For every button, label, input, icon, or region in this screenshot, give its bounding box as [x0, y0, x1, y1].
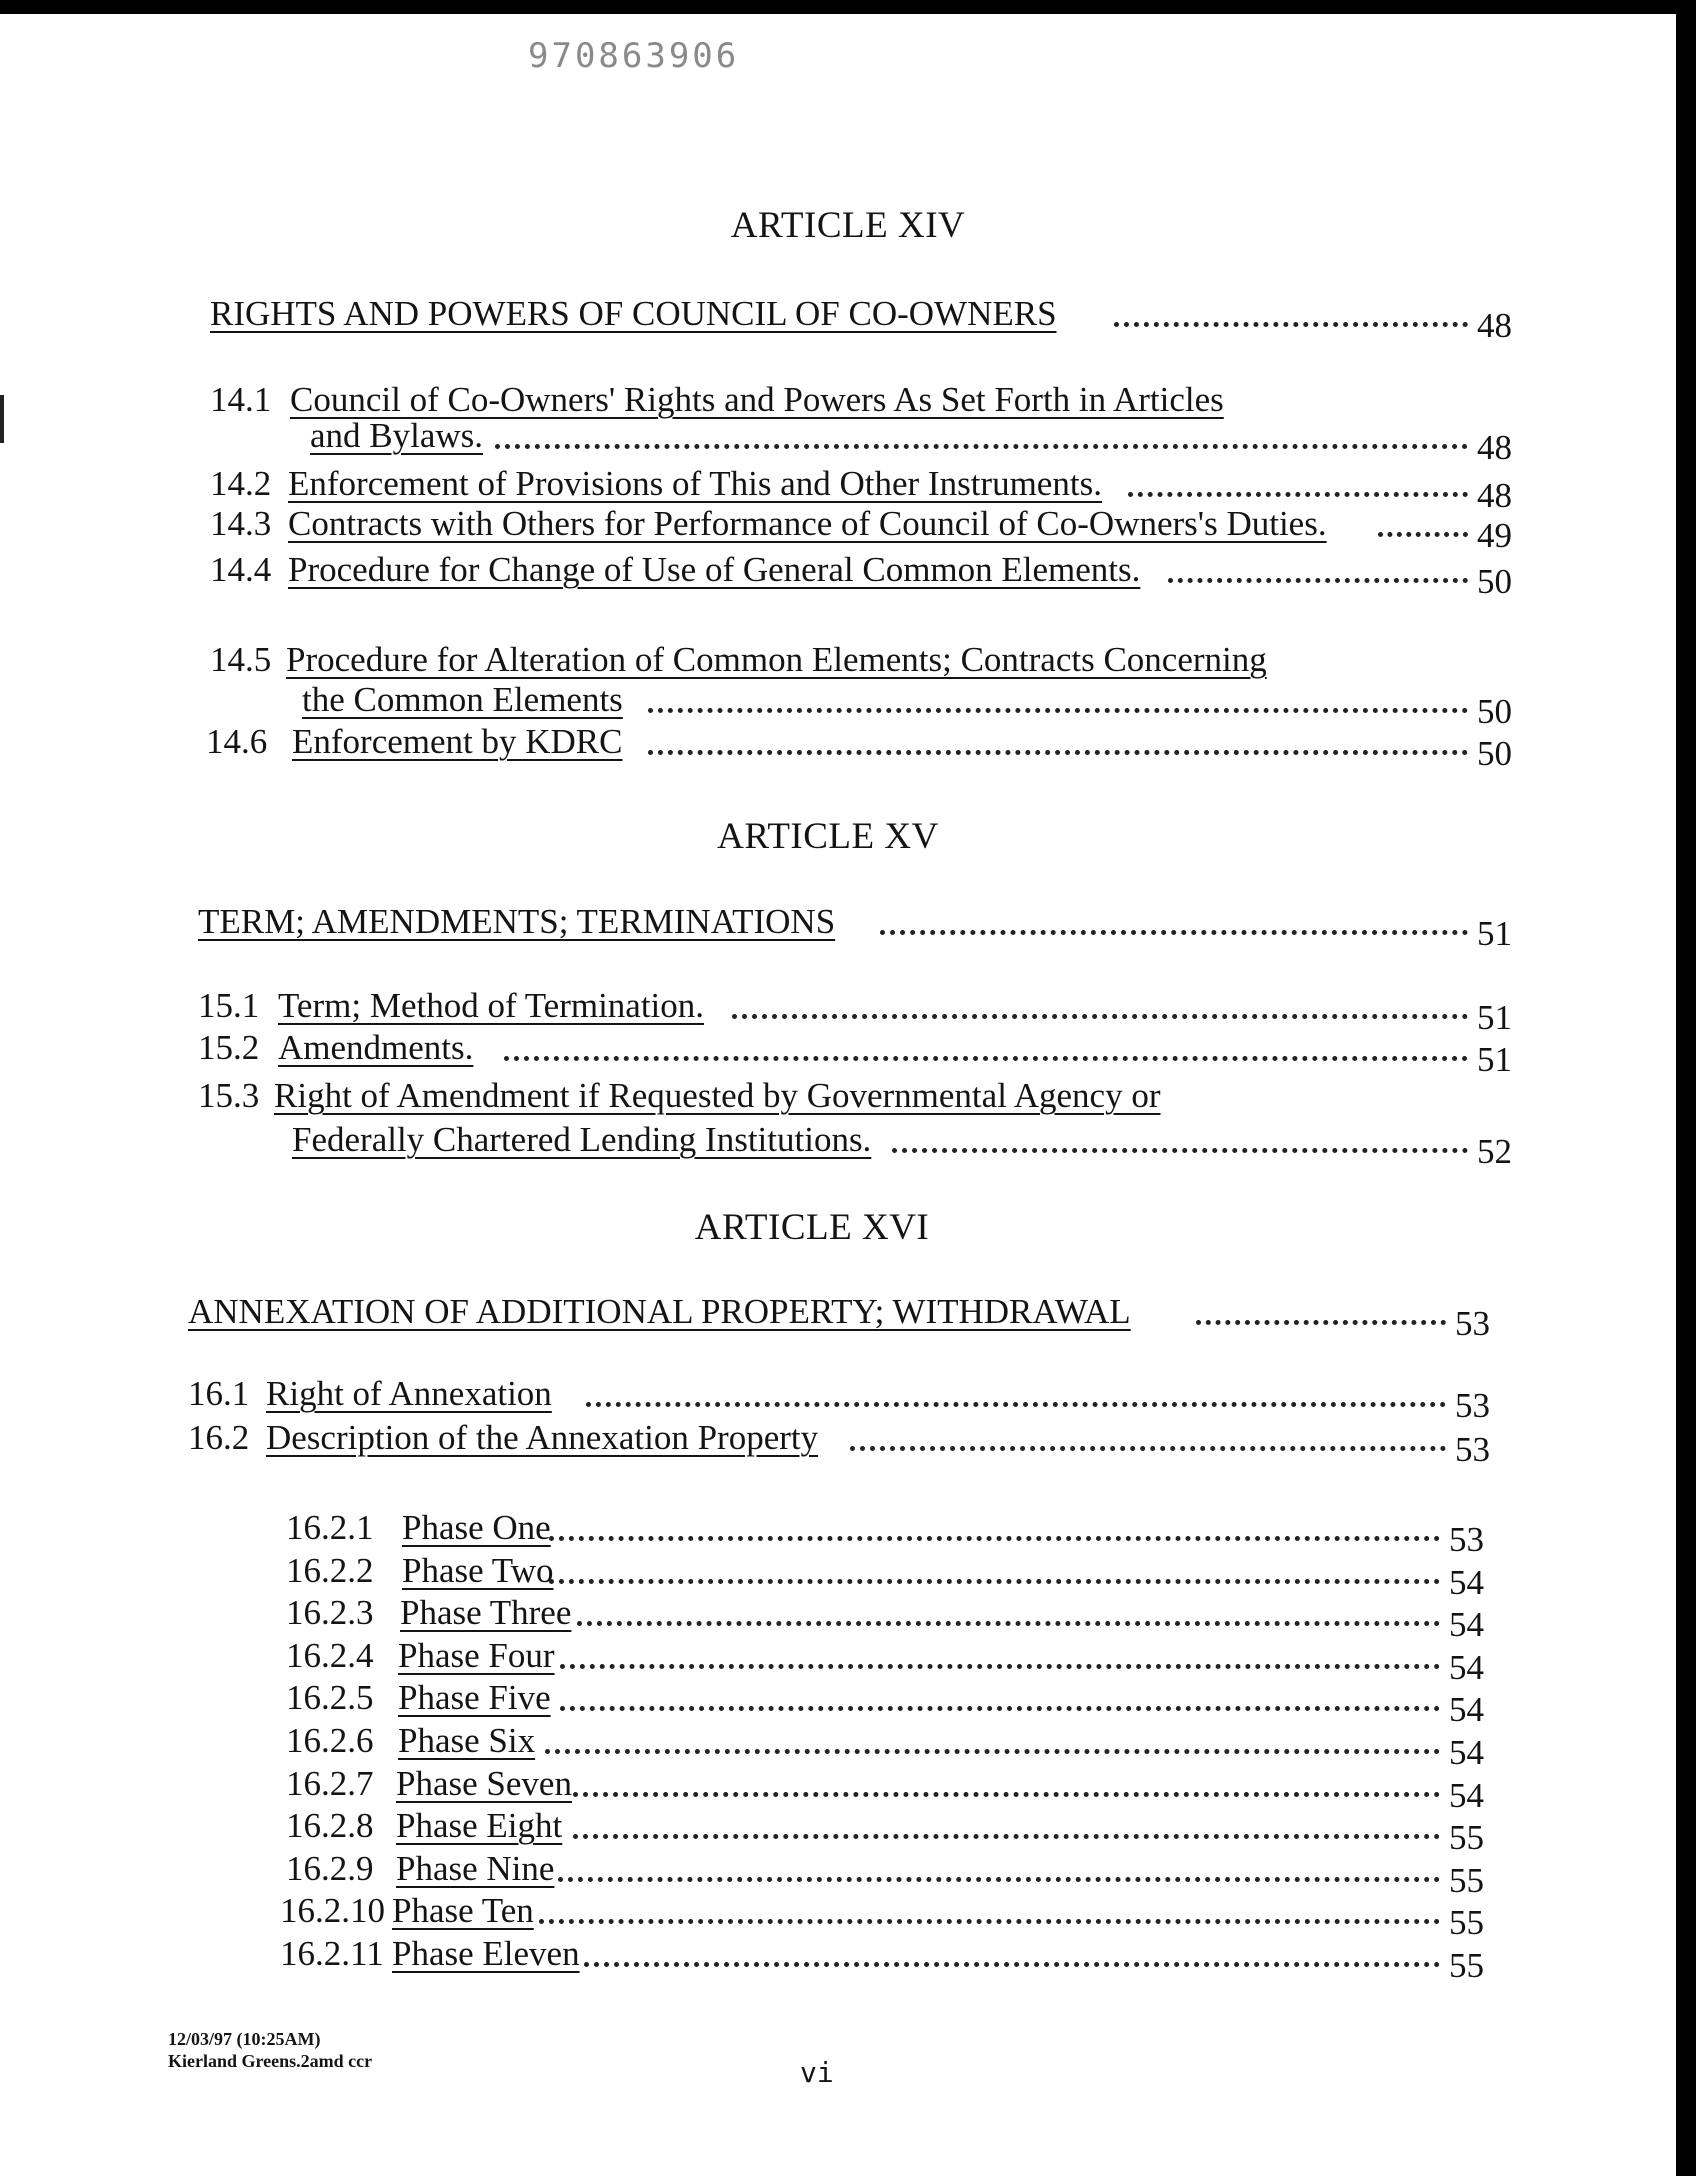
entry-title: Council of Co-Owners' Rights and Powers As Set Forth in Articles	[290, 380, 1224, 419]
footer-filename: Kierland Greens.2amd ccr	[168, 2051, 373, 2071]
page-number: 51	[1477, 1040, 1512, 1079]
scan-top-edge	[0, 0, 1696, 14]
entry-number: 14.5	[210, 640, 272, 679]
dot-leader	[549, 1565, 1440, 1584]
entry-title: Enforcement of Provisions of This and Other Instruments.	[288, 464, 1102, 503]
page-number: 53	[1455, 1430, 1490, 1469]
entry-title: Phase Six	[398, 1721, 536, 1760]
entry-title: Phase Seven	[396, 1764, 572, 1803]
dot-leader	[539, 1905, 1440, 1924]
entry-number: 16.2.3	[286, 1593, 374, 1632]
document-stamp-number: 970863906	[528, 36, 740, 76]
dot-leader	[577, 1607, 1440, 1626]
page-number: 55	[1449, 1903, 1484, 1942]
page-number: 53	[1449, 1520, 1484, 1559]
page-number: 50	[1477, 734, 1512, 773]
toc-entry-14-4	[0, 548, 1696, 601]
footer-date: 12/03/97 (10:25AM)	[168, 2029, 321, 2049]
dot-leader	[880, 916, 1468, 935]
page-number: 54	[1449, 1605, 1484, 1644]
toc-entry-15-1	[0, 984, 1696, 1037]
entry-number: 14.2	[210, 464, 272, 503]
entry-title: Phase Nine	[396, 1849, 555, 1888]
toc-entry-14-5	[0, 638, 1696, 682]
dot-leader	[648, 694, 1468, 713]
entry-number: 14.3	[210, 504, 272, 543]
entry-number: 14.6	[206, 722, 268, 761]
entry-number: 16.2.2	[286, 1551, 374, 1590]
dot-leader	[732, 1000, 1468, 1019]
page-number: 50	[1477, 562, 1512, 601]
entry-title: Phase One	[402, 1508, 551, 1547]
dot-leader	[504, 1042, 1468, 1061]
entry-title: Description of the Annexation Property	[266, 1418, 819, 1457]
entry-number: 16.2.9	[286, 1849, 374, 1888]
toc-entry-phase	[0, 1506, 1696, 1559]
entry-title-continuation: Federally Chartered Lending Institutions.	[292, 1120, 872, 1159]
entry-title: Amendments.	[278, 1028, 474, 1067]
page-number: 54	[1449, 1648, 1484, 1687]
dot-leader	[1114, 308, 1468, 327]
dot-leader	[850, 1432, 1446, 1451]
toc-entry-14-3	[0, 502, 1696, 555]
article-xv-heading: ARTICLE XV	[717, 816, 939, 857]
page-number: 53	[1455, 1304, 1490, 1343]
footer-page-number: vi	[800, 2056, 834, 2089]
page-number: 53	[1455, 1386, 1490, 1425]
page-number: 54	[1449, 1690, 1484, 1729]
page-number: 49	[1477, 516, 1512, 555]
dot-leader	[1378, 518, 1468, 537]
dot-leader	[549, 1522, 1440, 1541]
dot-leader	[558, 1863, 1440, 1882]
page-number: 54	[1449, 1776, 1484, 1815]
toc-entry-phase	[0, 1762, 1696, 1815]
page-number: 54	[1449, 1563, 1484, 1602]
dot-leader	[648, 736, 1468, 755]
page-number: 54	[1449, 1733, 1484, 1772]
page-number: 50	[1477, 692, 1512, 731]
toc-entry-phase	[0, 1549, 1696, 1602]
entry-number: 16.2	[188, 1418, 250, 1457]
page-number: 55	[1449, 1861, 1484, 1900]
page-number: 48	[1477, 306, 1512, 345]
toc-entry-14-6	[0, 720, 1696, 773]
entry-number: 16.2.7	[286, 1764, 374, 1803]
toc-entry-14-1-cont	[0, 414, 1696, 467]
article-xvi-heading: ARTICLE XVI	[694, 1207, 930, 1248]
page-number: 48	[1477, 476, 1512, 515]
dot-leader	[573, 1778, 1440, 1797]
entry-title: Phase Ten	[392, 1891, 534, 1930]
entry-number: 15.2	[198, 1028, 260, 1067]
entry-title: Right of Amendment if Requested by Governmental Agency or	[274, 1076, 1161, 1115]
toc-entry-15-3	[0, 1074, 1696, 1118]
page-number: 52	[1477, 1132, 1512, 1171]
entry-title: Right of Annexation	[266, 1374, 552, 1413]
dot-leader	[560, 1650, 1440, 1669]
toc-entry-phase	[0, 1591, 1696, 1644]
article-xiv-title: RIGHTS AND POWERS OF COUNCIL OF CO-OWNERS	[210, 294, 1057, 333]
entry-title: Phase Four	[398, 1636, 555, 1675]
entry-title: Enforcement by KDRC	[292, 722, 623, 761]
entry-title: Procedure for Alteration of Common Elements; Contracts Concerning	[286, 640, 1267, 679]
entry-title: Contracts with Others for Performance of Council of Co-Owners's Duties.	[288, 504, 1327, 543]
toc-entry-phase	[0, 1719, 1696, 1772]
toc-entry-14-2	[0, 462, 1696, 515]
dot-leader	[1196, 1306, 1446, 1325]
entry-title: Phase Eleven	[392, 1934, 580, 1973]
page-number: 55	[1449, 1818, 1484, 1857]
entry-number: 16.2.8	[286, 1806, 374, 1845]
entry-number: 16.2.6	[286, 1721, 374, 1760]
page-number: 51	[1477, 998, 1512, 1037]
entry-title: Phase Eight	[396, 1806, 563, 1845]
toc-entry-phase	[0, 1889, 1696, 1942]
page-number: 48	[1477, 428, 1512, 467]
page-number: 55	[1449, 1946, 1484, 1985]
dot-leader	[560, 1692, 1440, 1711]
dot-leader	[1128, 478, 1468, 497]
entry-number: 16.2.10	[280, 1891, 385, 1930]
dot-leader	[892, 1134, 1468, 1153]
toc-entry-16-2	[0, 1416, 1696, 1469]
entry-number: 15.1	[198, 986, 260, 1025]
toc-entry-16-1	[0, 1372, 1696, 1425]
entry-title: Phase Three	[400, 1593, 572, 1632]
entry-number: 16.2.4	[286, 1636, 374, 1675]
toc-entry-phase	[0, 1804, 1696, 1857]
entry-number: 14.1	[210, 380, 272, 419]
entry-number: 16.2.5	[286, 1678, 374, 1717]
entry-number: 15.3	[198, 1076, 260, 1115]
dot-leader	[1168, 564, 1468, 583]
toc-entry-phase	[0, 1676, 1696, 1729]
entry-title-continuation: the Common Elements	[302, 680, 623, 719]
dot-leader	[586, 1388, 1446, 1407]
article-xv-title-row	[0, 900, 1696, 953]
toc-entry-15-3-cont	[0, 1118, 1696, 1171]
toc-entry-phase	[0, 1634, 1696, 1687]
entry-number: 16.2.1	[286, 1508, 374, 1547]
article-xv-title: TERM; AMENDMENTS; TERMINATIONS	[198, 902, 836, 941]
entry-number: 14.4	[210, 550, 272, 589]
entry-number: 16.1	[188, 1374, 250, 1413]
dot-leader	[584, 1948, 1440, 1967]
dot-leader	[573, 1820, 1440, 1839]
toc-entry-14-5-cont	[0, 678, 1696, 731]
article-xvi-title: ANNEXATION OF ADDITIONAL PROPERTY; WITHDRAWAL	[188, 1292, 1131, 1331]
entry-title: Term; Method of Termination.	[278, 986, 705, 1025]
entry-title: Procedure for Change of Use of General Common Elements.	[288, 550, 1141, 589]
toc-entry-15-2	[0, 1026, 1696, 1079]
dot-leader	[495, 430, 1468, 449]
toc-entry-phase	[0, 1932, 1696, 1985]
article-xiv-title-row	[0, 292, 1696, 345]
article-xiv-heading: ARTICLE XIV	[730, 205, 966, 246]
article-xvi-title-row	[0, 1290, 1696, 1343]
entry-title: Phase Two	[402, 1551, 554, 1590]
entry-title-continuation: and Bylaws.	[310, 416, 484, 455]
page-number: 51	[1477, 914, 1512, 953]
dot-leader	[545, 1735, 1440, 1754]
entry-number: 16.2.11	[280, 1934, 384, 1973]
entry-title: Phase Five	[398, 1678, 551, 1717]
toc-entry-phase	[0, 1847, 1696, 1900]
